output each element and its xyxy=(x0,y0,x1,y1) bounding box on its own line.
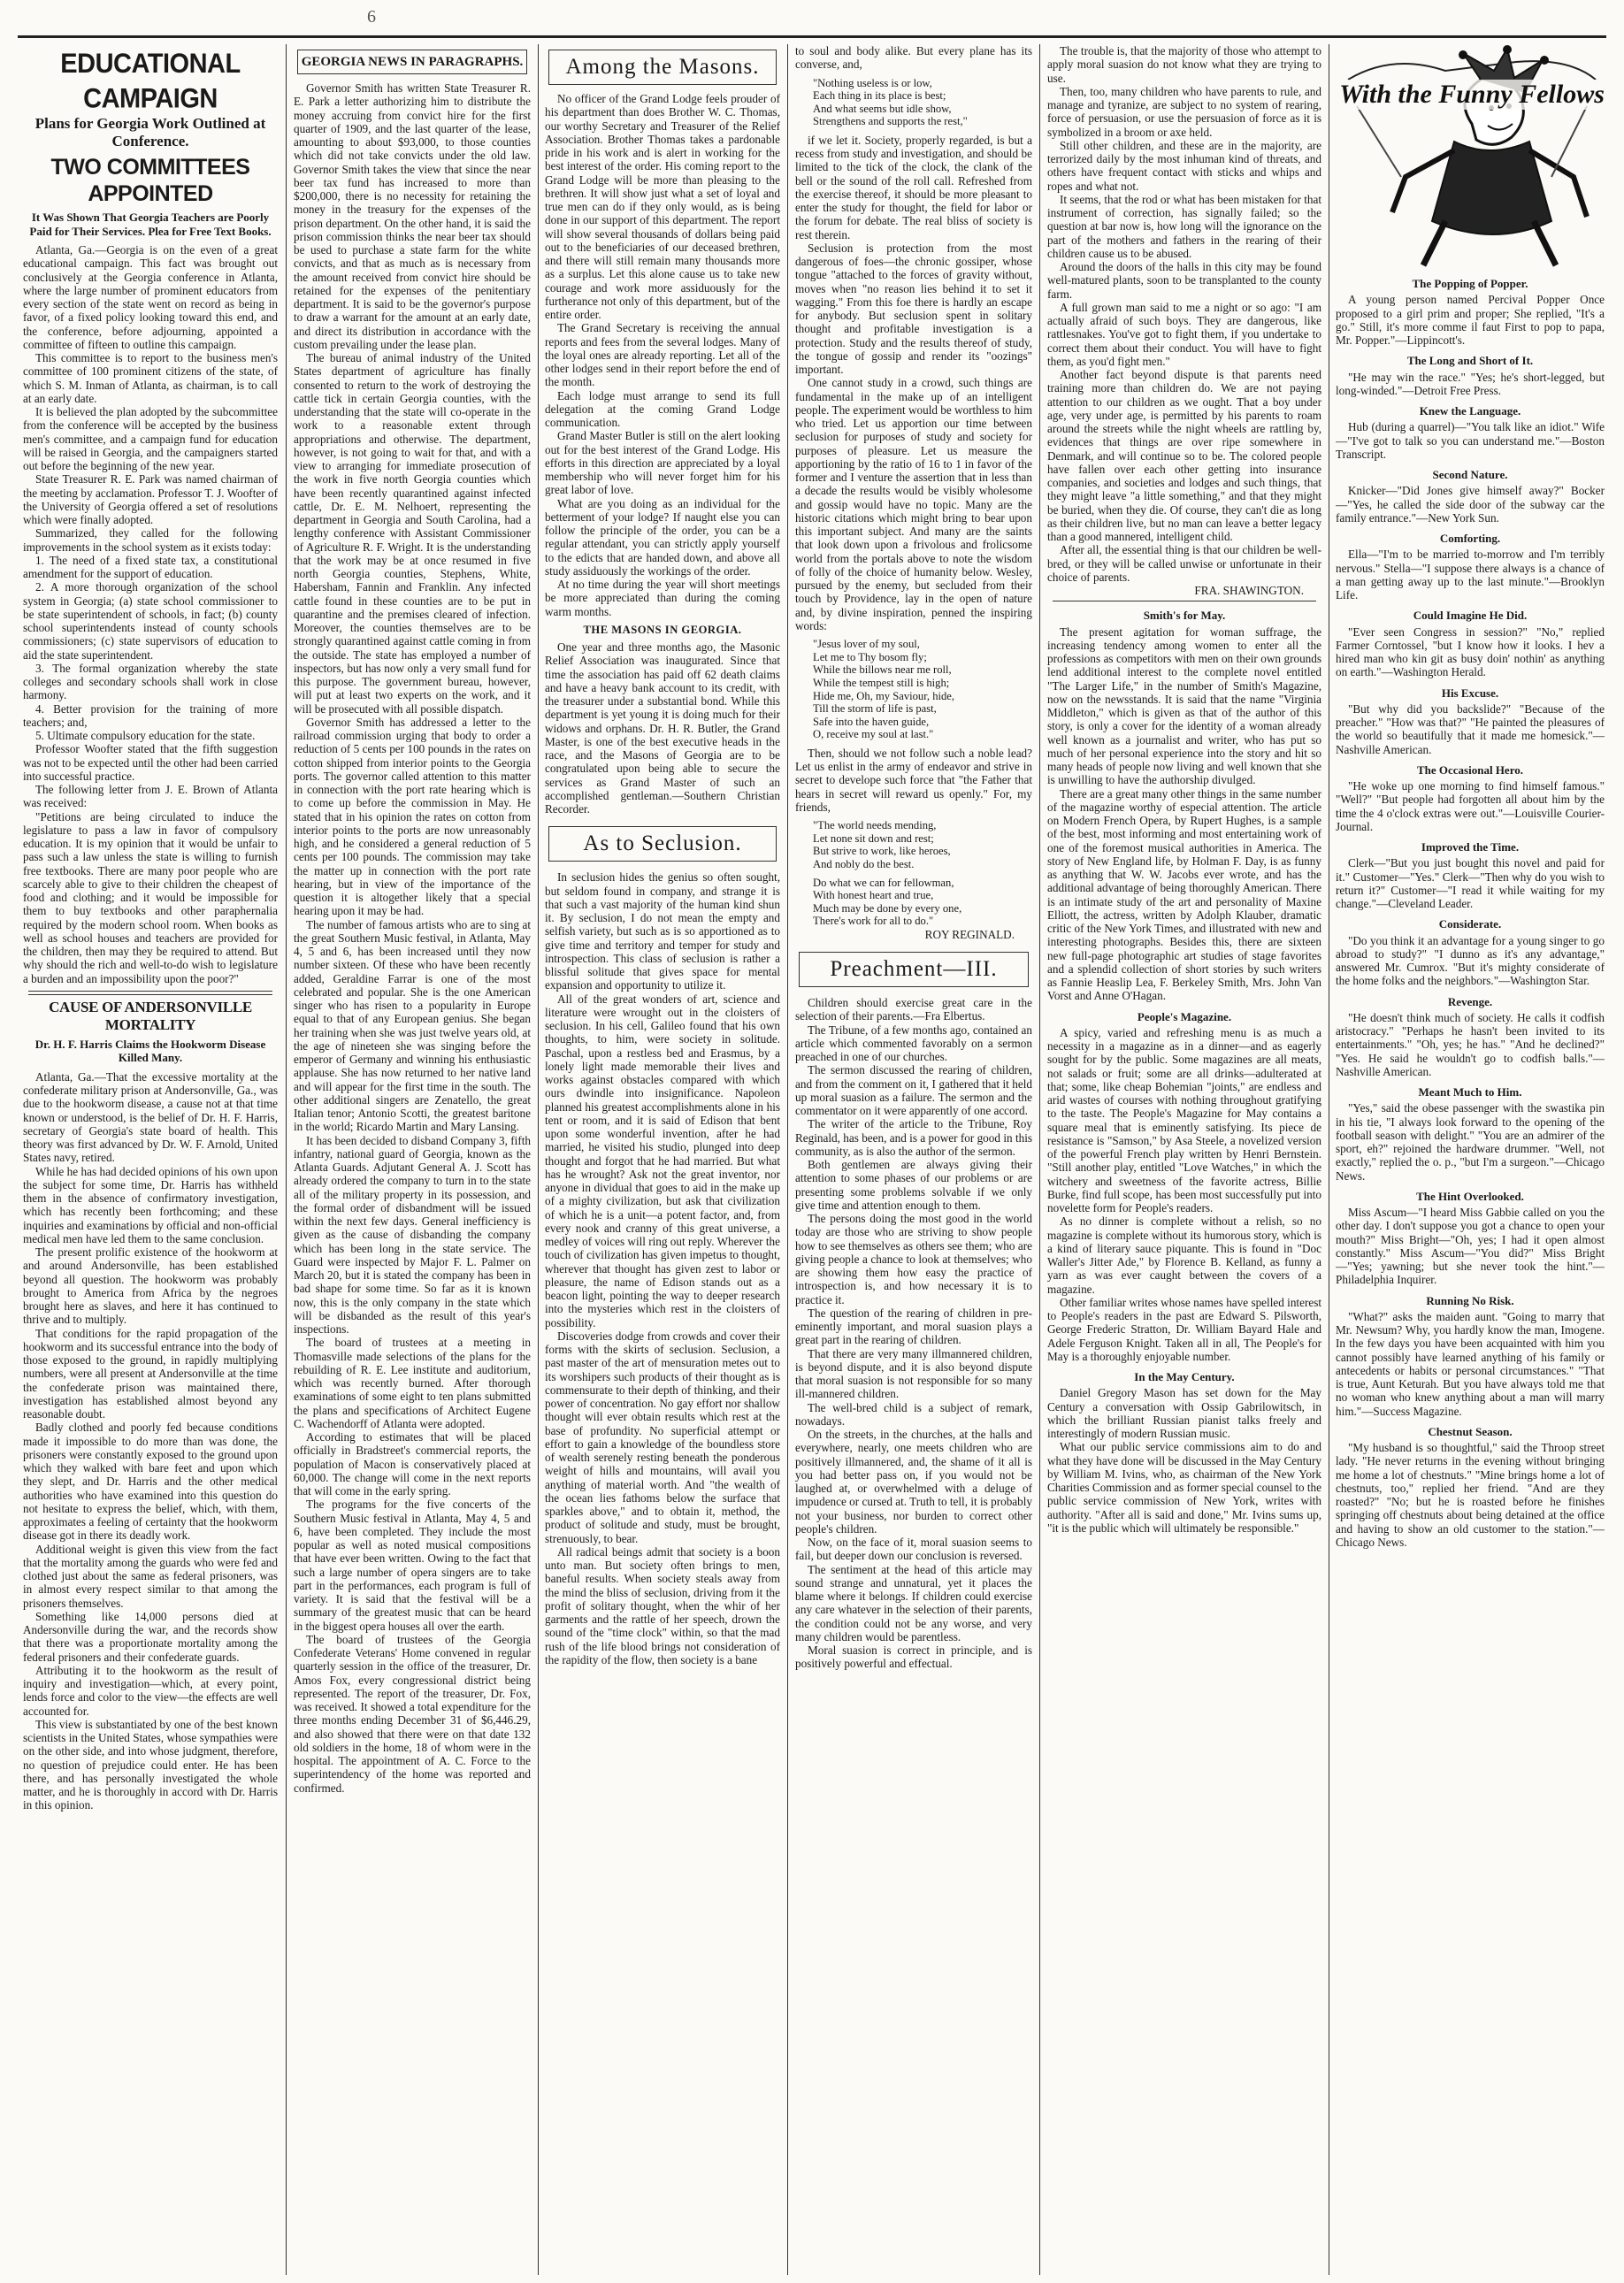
joke-text: "But why did you backslide?" "Because of the preacher." "How was that?" "He painted the pleasures of the world so beautifully that it made me homesick."—Nashville American. xyxy=(1336,701,1605,756)
jester-cartoon-icon xyxy=(1339,44,1601,270)
paragraph: That conditions for the rapid propagation of the hookworm and its successful entrance into the body of those exposed to the ground, in rapidly multiplying numbers, were all present at Andersonville at the time the confederate prison was maintained there, investigation has established almost beyond any reasonable doubt. xyxy=(23,1326,278,1421)
poem-line: O, receive my soul at last." xyxy=(813,728,934,741)
poem xyxy=(795,77,1032,128)
paragraph: 2. A more thorough organization of the school system in Georgia; (a) state school commissioner to be state superintendent of schools, in fact; (b) county school superintendents instead of county schools commissioners; (c) state supervisors of education to aid the state superintendent. xyxy=(23,580,278,662)
joke-text: "He woke up one morning to find himself famous." "Well?" "But people had forgotten all about him by the time the 4 o'clock extras were out."—Louisville Courier-Journal. xyxy=(1336,779,1605,833)
paragraph: Atlanta, Ga.—That the excessive mortality at the confederate military prison at Andersonville, Ga., was due to the hookworm disease, a cause not at that time known or understood, is the belief of Dr. H. F. Harris, secretary of Georgia's state board of health. This theory was first advanced by Dr. W. F. Arnold, United States navy, retired. xyxy=(23,1069,278,1165)
article-body xyxy=(795,747,1032,814)
paragraph: The Tribune, of a few months ago, contained an article which commented favorably on a sermon preached in one of our churches. xyxy=(795,1023,1032,1064)
poem-line: Let me to Thy bosom fly; xyxy=(813,650,927,663)
poem xyxy=(795,819,1032,870)
poem-line: "Nothing useless is or low, xyxy=(813,76,932,89)
paragraph: The board of trustees at a meeting in Thomasville made selections of the plans for the rebuilding of R. E. Lee institute and auditorium, which was recently burned. After thorough examinations of some eight to ten plans submitted the plans and specifications of Architect Eugene C. Wachendorff of Atlanta were adopted. xyxy=(294,1336,531,1430)
paragraph: It is believed the plan adopted by the subcommittee from the conference will be accepted by the business men's committee, and a campaign fund for education will be raised in Georgia, and the campaigners started out before the beginning of the new year. xyxy=(23,405,278,472)
poem-line: With honest heart and true, xyxy=(813,889,934,902)
poem-line: Each thing in its place is best; xyxy=(813,89,946,103)
paragraph: Then, too, many children who have parents to rule, and manage and tyranize, are subject to no system of rearing, force of persuasion, or use the persuasion of force as it is symbolized in a broom or axe held. xyxy=(1047,84,1321,139)
column-rule xyxy=(538,44,539,2275)
paragraph: A spicy, varied and refreshing menu is as much a necessity in a magazine as in a dinner—and as eagerly sought for by the public. Some magazines are all meats, not salads or fruit; some are all drinks—adulterated at that; some, like cheap Bohemian "joints," are endless and arid wastes of courses with nothing throughout gratifying to the taste. The People's Magazine for May contains a square meal that is eminently satisfying. Its piece de resistance is "Samson," by Asa Steele, a novelized version of the powerful French play written by Henri Bernstein. "Still another play, entitled "Love Watches," in which the witchery and sweetness of the favorite actress, Billie Burke, find full scope, has been most successfully put into novelette form for People's readers. xyxy=(1047,1025,1321,1214)
top-rule xyxy=(18,35,1606,38)
paragraph: The following letter from J. E. Brown of Atlanta was received: xyxy=(23,783,278,810)
poem-line: Hide me, Oh, my Saviour, hide, xyxy=(813,689,955,702)
paragraph: This committee is to report to the business men's committee of 100 prominent citizens of the state, of which S. M. Inman of Atlanta, as chairman, is to call at an early date. xyxy=(23,351,278,405)
article-body xyxy=(795,134,1032,632)
deck: It Was Shown That Georgia Teachers are Poorly Paid for Their Services. Plea for Free Text Books. xyxy=(29,211,272,238)
paragraph: Other familiar writes whose names have spelled interest to People's readers in the past are Edward S. Pilsworth, George Frederic Stratton, Dr. William Bayard Hale and Adele Ferguson Knight. Taken all in all, The People's for May is a thoroughly enjoyable number. xyxy=(1047,1295,1321,1363)
paragraph: 1. The need of a fixed state tax, a constitutional amendment for the support of education. xyxy=(23,553,278,580)
paragraph: One year and three months ago, the Masonic Relief Association was inaugurated. Since that time the association has paid off 62 death claims and have a heavy bank account to its credit, with the treasurer under a substantial bond. While this department is yet young it is doing much for their widows and orphans. Dr. H. R. Butler, the Grand Master, is one of the best executive heads in the race, and the Masons of Georgia are to be congratulated upon being able to secure the services as Grand Master of such an accomplished gentleman.—Southern Christian Recorder. xyxy=(545,640,780,816)
subhead: People's Magazine. xyxy=(1137,1009,1232,1023)
poem-line: Do what we can for fellowman, xyxy=(813,876,954,889)
subhead: In the May Century. xyxy=(1134,1370,1235,1383)
column-rule xyxy=(787,44,788,2275)
column-4 xyxy=(795,44,1032,2273)
joke-title: Improved the Time. xyxy=(1421,840,1520,854)
cartoon-title: With the Funny Fellows xyxy=(1339,80,1605,109)
paragraph: Around the doors of the halls in this city may be found well-matured plants, soon to be transplanted to the county farm. xyxy=(1047,260,1321,301)
paragraph: The well-bred child is a subject of remark, nowadays. xyxy=(795,1400,1032,1428)
column-1 xyxy=(23,44,278,2273)
paragraph: if we let it. Society, properly regarded, is but a recess from study and investigation, and should be limited to the tick of the clock, the clank of the bell or the sound of the roll call. Refreshed from the exercise thereof, it should be more pleasant to enter the study for thought, the field for labor or the forum for debate. The real bliss of society is rest therein. xyxy=(795,133,1032,241)
headline: GEORGIA NEWS IN PARAGRAPHS. xyxy=(297,50,527,74)
paragraph: While he has had decided opinions of his own upon the subject for some time, Dr. Harris has withheld them in the absence of confirmatory investigation, which has recently been forthcoming; and these inquiries and examinations by official and non-official medical men have led them to the same conclusion. xyxy=(23,1164,278,1245)
paragraph: Discoveries dodge from crowds and cover their forms with the skirts of seclusion. Seclusion, a past master of the art of mensuration metes out to its worshipers such products of their thought as is commensurate to their depth of thinking, and their power of concentration. No gay effort nor shallow thought will ever obtain results which rest at the base of profundity. No superficial attempt or effort to gain a knowledge of the boundless store of wealth serenely resting beneath the ponderous weight of hills and mountains, will avail you anything of material worth. And "the wealth of the ocean lies fathoms below the surface that sparkles above," and to obtain it, method, the product of solitude and study, must be brought, strenuously, to bear. xyxy=(545,1329,780,1545)
joke-title: Comforting. xyxy=(1439,532,1501,545)
paragraph: After all, the essential thing is that our children be well-bred, or they will be called unwise or unfortunate in their choice of parents. xyxy=(1047,543,1321,584)
headline: TWO COMMITTEES APPOINTED xyxy=(50,155,250,206)
poem-line: Let none sit down and rest; xyxy=(813,831,934,845)
paragraph: Professor Woofter stated that the fifth suggestion was not to be expected until the other had been carried into successful practice. xyxy=(23,742,278,783)
poem xyxy=(795,638,1032,741)
column-rule xyxy=(286,44,287,2275)
paragraph: The Grand Secretary is receiving the annual reports and fees from the several lodges. Many of the loyal ones are already reporting. Let all of the other lodges send in their report before the end of the month. xyxy=(545,321,780,389)
poem-line: And nobly do the best. xyxy=(813,857,915,870)
paragraph: Atlanta, Ga.—Georgia is on the even of a great educational campaign. This fact was brought out conclusively at the Georgia conference in Atlanta, where the large number of prominent educators from every section of the state went on record as being in favor, of a fixed policy looking toward this end, and the conference, before adjourning, appointed a committee of fifteen to outline this campaign. xyxy=(23,243,278,351)
article-body xyxy=(545,640,780,816)
article-body xyxy=(23,243,278,985)
paragraph: Attributing it to the hookworm as the result of inquiry and investigation—which, at every point, lends force and color to the view—the effects are well accounted for. xyxy=(23,1663,278,1718)
poem-line: There's work for all to do." xyxy=(813,915,934,928)
poem-line: "Jesus lover of my soul, xyxy=(813,638,920,651)
paragraph: 5. Ultimate compulsory education for the state. xyxy=(35,729,256,742)
paragraph: Still other children, and these are in the majority, are terrorized daily by the most inhuman kind of threats, and others have frequent contact with sticks and whips and ropes and what not. xyxy=(1047,138,1321,193)
article-body xyxy=(545,92,780,618)
joke-title: Running No Risk. xyxy=(1426,1293,1514,1307)
paragraph: It seems, that the rod or what has been mistaken for that instrument of correction, has signally failed; so the question at bar now is, how long will the ignorance on the part of the mothers and fathers in the rearing of their children cause us to be abused. xyxy=(1047,192,1321,260)
paragraph: There are a great many other things in the same number of the magazine worthy of especial attention. The article on Modern French Opera, by Rupert Hughes, is a sample of the best, most informing and most entertaining work of one of the foremost musical authorities in America. The story of New England life, by Holman F. Day, is as funny as anything that W. W. Jacobs ever wrote, and has the additional advantage of being thoroughly American. There is an intimate study of the art and personality of Maxine Elliott, the actress, written by Adolph Klauber, dramatic critic of the New York Times, and illustrated with new and interesting photographs. Besides this, there are sixteen new full-page photographic art studies of stage favorites and a splendid collection of short stories by such writers as Fannie Heaslip Lea, F. Berkeley Smith, Mrs. John Van Vorst and Anne O'Hagan. xyxy=(1047,786,1321,1003)
paragraph: Children should exercise great care in the selection of their parents.—Fra Elbertus. xyxy=(795,996,1032,1023)
joke-title: Knew the Language. xyxy=(1419,404,1521,418)
joke-title: The Occasional Hero. xyxy=(1416,762,1523,777)
joke-title: Meant Much to Him. xyxy=(1418,1085,1522,1099)
paragraph: The number of famous artists who are to sing at the great Southern Music festival, in Atlanta, May 4, 5 and 6, has been increased until they now number sixteen. Of these who have been recently added, Geraldine Farrar is one of the most celebrated and popular. She is the one American singer who has risen to a popularity in Europe equal to that of any European genius. She began her training when she was just twelve years old, at the age of nineteen she was singing before the emperor of Germany and winning his enthusiastic applause. She has now returned to her native land and will appear for the first time in the south. The other additional singers are Zenatello, the great Italian tenor; Antonio Scotti, the greatest baritone in the world; Ricardo Martin and Mary Lansing. xyxy=(294,917,531,1134)
article-body xyxy=(1047,44,1321,584)
paragraph: The trouble is, that the majority of those who attempt to apply moral suasion do not know what they are trying to use. xyxy=(1047,44,1321,85)
joke-title: Chestnut Season. xyxy=(1428,1424,1513,1438)
subhead: Smith's for May. xyxy=(1143,609,1226,623)
paragraph: "Petitions are being circulated to induce the legislature to pass a law in favor of compulsory education. It is my opinion that it would be unfair to pass such a law unless the state is willing to furnish free textbooks. There are many poor people who are scarcely able to give to their children the cheapest of food and clothing; and it would be impossible for them to buy textbooks and other paraphernalia required by the modern school room. When books as well as school houses and teachers are provided for the children, then may they be required to attend. But why should the rich and well-to-do wish to legislature a burden and an impossibility upon the poor?" xyxy=(23,809,278,985)
paragraph: This view is substantiated by one of the best known scientists in the United States, whose sympathies were on the other side, and into whose judgment, therefore, no question of prejudice could enter. He has been there, and has personally investigated the whole matter, and he is thoroughly in accord with Dr. Harris in this opinion. xyxy=(23,1717,278,1812)
paragraph: All of the great wonders of art, science and literature were wrought out in the cloisters of seclusion. In his cell, Galileo found that his own thoughts, to him, were society in solitude. Paschal, upon a restless bed and Erasmus, by a lonely light made memorable their lives and works against obstacles compared with which ours dwindle into insignificance. Napoleon planned his greatest accomplishments alone in his tent or room, and it is said of Edison that bent upon some wonderful invention, after he had married, he visited his studio, plunged into deep thought and forgot that he had married. But what has he wrought? Ask not the great inventor, nor anyone in dividual that goes to aid in the make up of a mighty civilization, but ask that civilization of which he is a unit—a potent factor, and, from every nook and cranny of this great universe, a medley of voices will ring out reply. Wherever the touch of civilization has given impetus to thought, wherever that thought has given zest to labor or pleasure, the name of Edison stands out as a beacon light, pointing the way to deeper research into the mysteries which rest in the cloisters of possibility. xyxy=(545,992,780,1329)
joke-text: "Yes," said the obese passenger with the swastika pin in his tie, "I always look forward to the opening of the football season with delight." "You are an admirer of the sport, eh?" rejoined the hardware drummer. "Well, not exactly," replied the o. p., "but I'm a surgeon."—Chicago News. xyxy=(1336,1101,1605,1183)
joke-title: The Popping of Popper. xyxy=(1412,277,1528,290)
paragraph: At no time during the year will short meetings be more appreciated than during the coming warm months. xyxy=(545,578,780,618)
column-3 xyxy=(545,44,780,2273)
paragraph: Then, should we not follow such a noble lead? Let us enlist in the army of endeavor and strive in secret to develope such force that "the Father that hears in secret will reward us openly." For, my friends, xyxy=(795,746,1032,814)
joke-text: "What?" asks the maiden aunt. "Going to marry that Mr. Newsum? Why, you hardly know the man, Imogene. In the few days you have been acquainted with him you cannot possibly have learned anything of his family or antecedents or habits or personal circumstances." "That is true, Aunt Keturah. But you have always told me that no woman who knew anything about a man will marry him."—Success Magazine. xyxy=(1336,1309,1605,1418)
joke-title: Revenge. xyxy=(1447,994,1493,1008)
headline: As to Seclusion. xyxy=(548,826,777,862)
divider xyxy=(28,991,272,995)
paragraph: The present prolific existence of the hookworm at and around Andersonville, has been established beyond all question. The hookworm was probably brought to America from Africa by the negroes brought here as slaves, and here it has continued to thrive and to multiply. xyxy=(23,1245,278,1327)
article-body xyxy=(1047,1386,1321,1535)
headline: Among the Masons. xyxy=(548,50,777,85)
paragraph: On the streets, in the churches, at the halls and everywhere, nearly, one meets children who are positively illmannered, and, the shame of it all is you had better pass on, if you would not be laughed at, or overwhelmed with a deluge of impudence or cursed at. Truth to tell, it is probably not your business, nor burden to correct other people's children. xyxy=(795,1428,1032,1536)
joke-text: Miss Ascum—"I heard Miss Gabbie called on you the other day. I don't suppose you got a chance to open your mouth?" Miss Bright—"Oh, yes; I had it open almost constantly." Miss Ascum—"You did?" Miss Bright—"Yes; yawning; but she never took the hint."—Philadelphia Inquirer. xyxy=(1336,1206,1605,1287)
paragraph: Both gentlemen are always giving their attention to some phases of our problems or are presenting some problems solvable if we only give time and attention enough to them. xyxy=(795,1158,1032,1212)
paragraph: No officer of the Grand Lodge feels prouder of his department than does Brother W. C. Thomas, our worthy Secretary and Treasurer of the Relief Association. Brother Thomas takes a pardonable pride in his work and is alert in working for the best interest of the order. His coming report to the Grand Lodge will be more than pleasing to the brethren. It will show just what a set of loyal and true men can do if they only would, as is being done in our support of this department. The report will show several thousands of dollars being paid out to the beneficiaries of our deceased brethren, and there will still remain many thousands more as a surplus. Let this alone cause us to take new courage and work more assiduously for the furtherance not only of this department, but of the entire order. xyxy=(545,92,780,321)
subhead: Plans for Georgia Work Outlined at Conference. xyxy=(34,115,266,149)
poem-line: While the billows near me roll, xyxy=(813,663,952,677)
paragraph: Moral suasion is correct in principle, and is positively powerful and effectual. xyxy=(795,1643,1032,1671)
joke-title: Considerate. xyxy=(1438,917,1502,931)
poem-line: "The world needs mending, xyxy=(813,819,937,832)
joke-title: His Excuse. xyxy=(1441,686,1499,700)
poem-line: Safe into the haven guide, xyxy=(813,715,930,728)
paragraph: Additional weight is given this view from the fact that the mortality among the guards who were fed and clothed just about the same as federal prisoners, was in almost every respect similar to that among the prisoners themselves. xyxy=(23,1542,278,1610)
column-5 xyxy=(1047,44,1321,2273)
joke-text: Clerk—"But you just bought this novel and paid for it." Customer—"Yes." Clerk—"Then why do you wish to return it?" Customer—"I read it while waiting for my change."—Cleveland Leader. xyxy=(1336,856,1605,910)
paragraph: The sermon discussed the rearing of children, and from the comment on it, I gathered that it held up moral suasion as a failure. The sermon and the commentator on it were apparently of one accord. xyxy=(795,1063,1032,1118)
joke-text: "He may win the race." "Yes; he's short-legged, but long-winded."—Detroit Free Press. xyxy=(1336,370,1605,397)
paragraph: That there are very many illmannered children, is beyond dispute, and it is also beyond dispute that moral suasion is not responsible for so many ill-mannered children. xyxy=(795,1346,1032,1401)
poem-line: Much may be done by every one, xyxy=(813,901,962,915)
joke-title: The Long and Short of It. xyxy=(1406,354,1534,368)
paragraph: Something like 14,000 persons died at Andersonville during the war, and the records show that there was a proportionate mortality among the federal prisoners and their confederate guards. xyxy=(23,1609,278,1664)
paragraph: The bureau of animal industry of the United States department of agriculture has finally consented to return to the work of destroying the cattle tick in certain Georgia counties, with the understanding that the state will co-operate in the work to a reasonable extent through appropriations and otherwise. The department, however, is not going to wait for that, and with a view to arranging for immediate prosecution of the work in five north Georgia counties which have been recently quarantined against infected cattle, Dr. E. M. Nelhoert, representing the department in Georgia and South Carolina, had a lengthy conference with Assistant Commissioner of Agriculture R. F. Wright. It is the understanding that the work may be at once resumed in five north Georgia counties, Stephens, White, Habersham, Fannin and Franklin. Any infected cattle found in these counties are to be put in quarantine and the premises cleared of infection. Moreover, the counties themselves are to be strongly quarantined against cattle coming in from the outside. The state has employed a number of inspectors, but has now only a very small fund for this purpose. The government bureau, however, will put at least two experts on the work, and it will be prosecuted with all possible dispatch. xyxy=(294,351,531,716)
paragraph: Governor Smith has written State Treasurer R. E. Park a letter authorizing him to distribute the money accruing from convict hire for the first quarter of 1909, and the last quarter of the lease, amounting to about $93,000, to those counties which did not take convicts under the old law. Governor Smith takes the view that since the near beer tax fund has increased to more than $200,000, there is no necessity for retaining the money in the treasury for the expenses of the prison department. On the other hand, it is said the prison commission thinks the near beer tax should be used to purchase a state farm for the white convicts, and that as much as is necessary from the amount received from convict hire should be retained for the expenses of the penitentiary department. It is said to be the governor's purpose to draw a warrant for the amount at an early date, and direct its distribution in accordance with the custom prevailing under the lease plan. xyxy=(294,81,531,351)
signature: ROY REGINALD. xyxy=(924,927,1015,941)
signature: FRA. SHAWINGTON. xyxy=(1194,584,1304,597)
paragraph: Seclusion is protection from the most dangerous of foes—the chronic gossiper, whose tongue "attached to the forces of gravity without, moves when "no reason lies behind it to set it wagging." From this foe there is hardly an escape for anybody. But seclusion spent in solitary thought and profitable investigation is a protection. Study and the results thereof of study, the tongue of gossip and render its "oozings" important. xyxy=(795,241,1032,377)
paragraph: Governor Smith has addressed a letter to the railroad commission urging that body to order a reduction of 5 cents per 100 pounds in the rates on cotton shipped from interior points to the Georgia ports. The governor called attention to this matter in connection with the port rate hearing which is to come up before the commission in May. He stated that in his opinion the rates on cotton from interior points to the ports are now unreasonably high, and he considered a general reduction of 5 cents per 100 pounds. The commission may take the matter up in connection with the port rate hearing, but in view of the importance of the question it is altogether likely that a special hearing upon it may be had. xyxy=(294,715,531,918)
paragraph: Another fact beyond dispute is that parents need training more than children do. We are not paying attention to our children as we ought. That a boy under age, very under age, is permitted by his parents to roam around the streets while the night wheels are rattling by, evidences that things are over ripe somewhere in Denmark, and will continue so to be. The colored people have fallen over each other getting into insurance companies, and societies and lodges and such things, that they might leave "a little something," and that they might be buried, when they die. Of course, they can't die as long as their children live, but no man can leave a better legacy than a good mannered, intelligent child. xyxy=(1047,368,1321,543)
subhead: THE MASONS IN GEORGIA. xyxy=(583,623,742,636)
joke-text: A young person named Percival Popper Once proposed to a girl prim and proper; She replied, "It's a go." Still, it's more comme il faut First to pop to papa, Mr. Popper."—Lippincott's. xyxy=(1336,293,1605,347)
paragraph: 3. The formal organization whereby the state colleges and secondary schools shall work in close harmony. xyxy=(23,661,278,702)
article-body xyxy=(1047,1026,1321,1363)
column-6 xyxy=(1336,44,1605,2273)
joke-text: "My husband is so thoughtful," said the Throop street lady. "He never returns in the evening without bringing me home a lot of chestnuts." "Mine brings home a lot of chestnuts, too," replied her friend. "And are they roasted?" "No; but he is roasted before he finishes springing off chestnuts about being detained at the office and having to show an old customer to the station."—Chicago News. xyxy=(1336,1441,1605,1549)
paragraph: Each lodge must arrange to send its full delegation at the coming Grand Lodge communication. xyxy=(545,388,780,429)
article-body xyxy=(795,996,1032,1671)
paragraph: Now, on the face of it, moral suasion seems to fail, but deeper down our conclusion is reversed. xyxy=(795,1536,1032,1563)
paragraph: In seclusion hides the genius so often sought, but seldom found in company, and strange it is that such a vast majority of the human kind shun it. By seclusion, I do not mean the empty and selfish variety, but such as is so apportioned as to give time and territory and temper for study and introspection. This class of seclusion is rather a blissful solitude that gives space for mental expansion and opportunity to utilize it. xyxy=(545,870,780,992)
deck: Dr. H. F. Harris Claims the Hookworm Disease Killed Many. xyxy=(34,1037,266,1065)
poem-line: And what seems but idle show, xyxy=(813,102,952,115)
paragraph: One cannot study in a crowd, such things are fundamental in the make up of an intelligent people. The experiment would be worthless to him who tried. Let us apportion our time between seclusion for purposes of study and society for purposes of pleasure. Let us measure the apportioning by the ratio of 16 to 1 in favor of the former and I venture the assertion that in less than a decade the results would be visibly wholesome and gossip would have no topic. Many are the historic citations which might bring to bear upon this important subject. And many are the saints that look down upon a frivolous and frolicsome world from the portals above to note the wisdom of folly of the choice of humanity below. Wesley, pursued by the enemy, but secluded from their touch by Providence, lay in the open of nature and, by divine inspiration, penned the inspiring words: xyxy=(795,376,1032,632)
paragraph: Grand Master Butler is still on the alert looking out for the best interest of the Grand Lodge. His efforts in this direction are appreciated by a loyal membership who will never forget him for his great labor of love. xyxy=(545,429,780,497)
top-margin-strip xyxy=(18,5,1606,32)
headline: CAUSE OF ANDERSONVILLE MORTALITY xyxy=(49,998,252,1033)
paragraph: The board of trustees of the Georgia Confederate Veterans' Home convened in regular quarterly session in the office of the treasurer, Dr. Amos Fox, every congressional district being represented. The report of the treasurer, Dr. Fox, was received. It showed a total expenditure for the three months ending December 31 of $6,446.29, and also showed that there were on that date 132 old soldiers in the home, 18 of whom were in the hospital. The appointment of A. C. Force to the superintendency of the home was reported and confirmed. xyxy=(294,1632,531,1795)
joke-text: "He doesn't think much of society. He calls it codfish aristocracy." "Perhaps he hasn't been invited to its entertainments." "Oh, yes; he has." "And he declined?" "Yes. He said he wouldn't go to codfish balls."—Nashville American. xyxy=(1336,1010,1605,1078)
article-body xyxy=(795,44,1032,72)
paragraph: Badly clothed and poorly fed because conditions made it impossible to do more than was done, the prisoners were constantly exposed to the ground upon which they walked with bare feet and upon which they slept, and Dr. Harris and the other medical authorities who have examined into this question do not hesitate to express the belief, which, with them, approximates a feeling of certainty that the hookworm disease got in there its deadly work. xyxy=(23,1421,278,1543)
paragraph: As no dinner is complete without a relish, so no magazine is complete without its humorous story, which is a kind of literary sauce piquante. This is found in "Doc Waller's Jitter Ade," by Florence B. Kelland, as funny a yarn as was ever caught between the covers of a magazine. xyxy=(1047,1214,1321,1296)
paragraph: The programs for the five concerts of the Southern Music festival in Atlanta, May 4, 5 and 6, have been completed. They include the most popular as well as noted musical compositions that have ever been written. Owing to the fact that such a large number of opera singers are to take part in the performances, each program is full of variety. It is said that the festival will be a summary of the greatest music that can be heard in the biggest opera houses all over the earth. xyxy=(294,1498,531,1633)
jokes-list xyxy=(1336,277,1605,1549)
joke-title: The Hint Overlooked. xyxy=(1416,1189,1524,1203)
poem-line: Strengthens and supports the rest," xyxy=(813,115,968,128)
paragraph: The persons doing the most good in the world today are those who are striving to show people how to see themselves as others see them; who are giving people a chance to look at themselves; who are showing them how easy the practice of introspection is, and how necessary it is to practice it. xyxy=(795,1212,1032,1306)
paragraph: The writer of the article to the Tribune, Roy Reginald, has been, and is a power for good in this community, as is also the author of the sermon. xyxy=(795,1117,1032,1158)
paragraph: The sentiment at the head of this article may sound strange and unnatural, yet it places the blame where it belongs. If children could exercise any care whatever in the selection of their parents, the condition could not be any worse, and very many children would be parentless. xyxy=(795,1562,1032,1643)
paragraph: What our public service commissions aim to do and what they have done will be discussed in the May Century by William M. Ivins, who, as chairman of the New York Charities Commission and as former special counsel to the public service commission of New York, writes with authority. "After all is said and done," Mr. Ivins sums up, "it is the public which will ultimately be responsible." xyxy=(1047,1440,1321,1535)
paragraph: Summarized, they called for the following improvements in the school system as it exists today: xyxy=(23,526,278,554)
article-body xyxy=(23,1070,278,1812)
poem-line: Till the storm of life is past, xyxy=(813,702,937,716)
headline: EDUCATIONAL CAMPAIGN xyxy=(60,48,241,115)
paragraph: 4. Better provision for the training of more teachers; and, xyxy=(23,701,278,729)
paragraph: The present agitation for woman suffrage, the increasing tendency among women to enter all the professions as competitors with men on their own grounds lend additional interest to the complete novel entitled "The Larger Life," in the number of Smith's Magazine, now on the newsstands. It is said that the name "Virginia Middleton," which is given as that of the author of this story, is only a cover for the identity of a woman already well known as a journalist and writer, who has put so much of her personal experience into the story and hit so many heads of people now living and well known that she is unwilling to have the authorship divulged. xyxy=(1047,624,1321,787)
poem-line: But strive to work, like heroes, xyxy=(813,845,951,858)
joke-title: Could Imagine He Did. xyxy=(1413,609,1528,623)
headline: Preachment—III. xyxy=(799,952,1029,987)
joke-text: Knicker—"Did Jones give himself away?" Bocker—"Yes, he called the side door of the subway car the family entrance."—New York Sun. xyxy=(1336,484,1605,525)
page-mark: 6 xyxy=(367,7,376,27)
joke-title: Second Nature. xyxy=(1432,468,1508,481)
poem-line: While the tempest still is high; xyxy=(813,676,950,689)
paragraph: It has been decided to disband Company 3, fifth infantry, national guard of Georgia, known as the Atlanta Guards. Adjutant General A. J. Scott has already ordered the company to turn in to the state all of the military property in its possession, and the formal order of disbandment will be issued within the next few days. General inefficiency is given as the cause of disbanding the company which has been long in the state service. The Guard were inspected by Major F. L. Palmer on March 20, but it is stated the company has been in bad shape for some time. So far as it is known now, this is the only company in the state which will be disbanded as the result of this year's inspections. xyxy=(294,1133,531,1336)
column-2 xyxy=(294,44,531,2273)
joke-text: Ella—"I'm to be married to-morrow and I'm terribly nervous." Stella—"I suppose there always is a chance of a man getting away up to the last minute."—Brooklyn Life. xyxy=(1336,548,1605,601)
paragraph: to soul and body alike. But every plane has its converse, and, xyxy=(795,44,1032,72)
paragraph: A full grown man said to me a night or so ago: "I am actually afraid of such boys. They are dangerous, like rattlesnakes. You've got to fight them, if you undertake to correct them about their conduct. You will have to fight them, as you'd fight men." xyxy=(1047,300,1321,368)
joke-text: Hub (during a quarrel)—"You talk like an idiot." Wife—"I've got to talk so you can understand me."—Boston Transcript. xyxy=(1336,420,1605,461)
cartoon-illustration xyxy=(1339,44,1605,270)
article-body xyxy=(1047,625,1321,1003)
column-rule xyxy=(1039,44,1040,2275)
paragraph: The question of the rearing of children in pre-eminently important, and moral suasion plays a great part in the rearing of children. xyxy=(795,1306,1032,1347)
poem xyxy=(795,877,1032,928)
paragraph: State Treasurer R. E. Park was named chairman of the meeting by acclamation. Professor T. J. Woofter of the University of Georgia offered a set of resolutions which were finally adopted. xyxy=(23,472,278,526)
paragraph: What are you doing as an individual for the betterment of your lodge? If naught else you can follow the principle of the order, you can be a regular attendant, you can strictly apply yourself to the edicts that are handed down, and above all study assiduously the workings of the order. xyxy=(545,496,780,578)
paragraph: Daniel Gregory Mason has set down for the May Century a conversation with Ossip Gabrilowitsch, in which the brilliant Russian pianist talks freely and interestingly of modern Russian music. xyxy=(1047,1386,1321,1440)
paragraph: According to estimates that will be placed officially in Bradstreet's commercial reports, the population of Macon is conservatively placed at 60,000. The change will come in the next reports that will come in the early spring. xyxy=(294,1430,531,1498)
joke-text: "Do you think it an advantage for a young singer to go abroad to study?" "I dunno as it's any advantage," answered Mr. Cumrox. "But it's mighty considerate of the home folks and the neighbors."—Washington Star. xyxy=(1336,933,1605,988)
paragraph: All radical beings admit that society is a boon unto man. But society often brings to men, baneful results. When society steals away from the mind the bliss of seclusion, driving from it the profit of solitary thought, when the whir of her garments and the rattle of her speech, drown the sound of the "time clock" within, so that the mad rush of the life blood brings not consideration of the rapidity of the flow, then society is a bane xyxy=(545,1544,780,1666)
joke-text: "Ever seen Congress in session?" "No," replied Farmer Corntossel, "but I know how it looks. I hev a hired man who kin git as busy doin' nothin' as anything on earth."—Washington Herald. xyxy=(1336,624,1605,679)
article-body xyxy=(294,81,531,1795)
article-body xyxy=(545,870,780,1666)
